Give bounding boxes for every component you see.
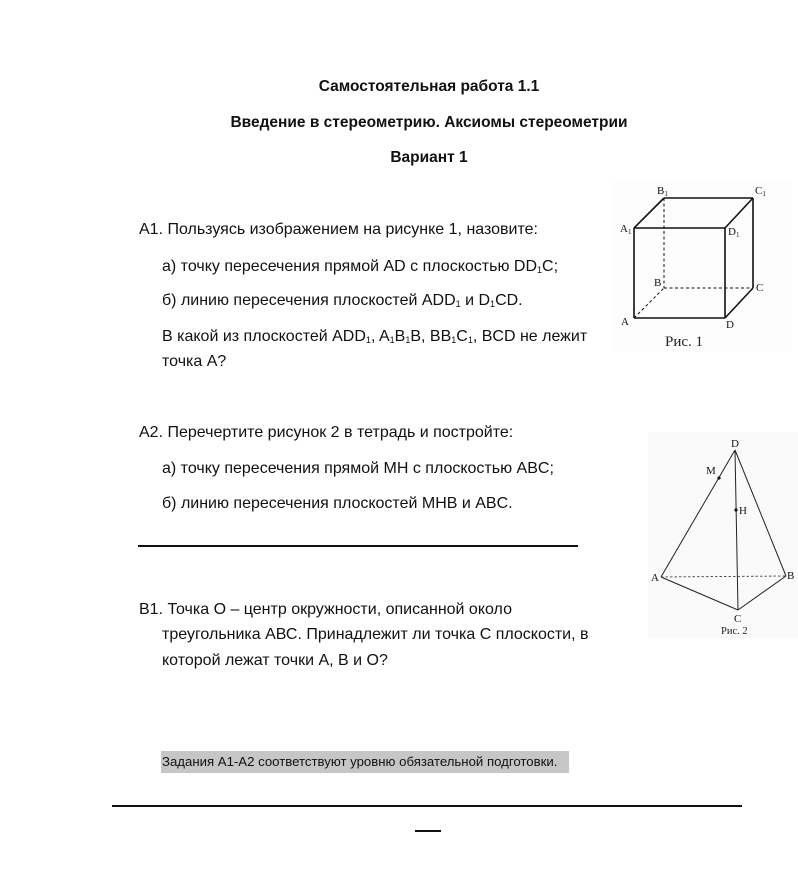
bottom-rule (112, 805, 742, 807)
pyramid-diagram (648, 432, 798, 638)
task-a2-part-a: а) точку пересечения прямой MH с плоскостью ABC; (162, 460, 554, 477)
task-b1-line2: треугольника АВС. Принадлежит ли точка С плоскости, в (162, 626, 589, 643)
highlighted-note: Задания А1-А2 соответствуют уровню обязательной подготовки. (161, 751, 569, 773)
label-C: C (756, 282, 764, 294)
task-a1-question: В какой из плоскостей $ADD_1$, $A_1B_1B$, $BB_1C_1$, BCD не лежит (162, 328, 588, 345)
bottom-short-rule (415, 830, 441, 832)
task-a1-part-a: а) точку пересечения прямой AD с плоскостью $DD_1C$; (162, 258, 559, 275)
label-M: M (706, 465, 716, 477)
page-title: Самостоятельная работа 1.1 (318, 78, 540, 95)
figure-2-caption: Рис. 2 (721, 626, 748, 637)
topic-subtitle: Введение в стереометрию. Аксиомы стереометрии (230, 114, 628, 131)
label-D: D (726, 319, 734, 331)
figure-2-pyramid (648, 432, 798, 638)
task-a1-intro: А1. Пользуясь изображением на рисунке 1, назовите: (139, 221, 538, 238)
label-B: B (654, 277, 662, 289)
figure-1-caption: Рис. 1 (665, 334, 704, 350)
cube-diagram (614, 180, 792, 352)
variant-label: Вариант 1 (390, 149, 468, 166)
label-D1: D1 (728, 226, 740, 239)
task-a2-part-b: б) линию пересечения плоскостей MHB и ABC. (162, 495, 513, 512)
point-H (734, 508, 737, 511)
figure-1-cube (614, 180, 792, 352)
label-B1: B1 (657, 185, 668, 198)
task-b1-line1: В1. Точка О – центр окружности, описанной около (139, 601, 512, 618)
label-B: B (787, 570, 795, 582)
label-A1: A1 (620, 223, 632, 236)
task-a2-intro: А2. Перечертите рисунок 2 в тетрадь и постройте: (139, 424, 514, 441)
label-C: C (734, 613, 742, 625)
label-H: H (739, 505, 747, 517)
point-M (717, 476, 720, 479)
task-a1-part-b: б) линию пересечения плоскостей $ADD_1$ и $D_1CD$. (162, 292, 523, 309)
label-A: A (651, 572, 659, 584)
task-b1-line3: которой лежат точки А, В и О? (162, 652, 388, 669)
separator-line (138, 545, 578, 547)
label-C1: C1 (755, 185, 766, 198)
label-A: A (621, 316, 629, 328)
task-a1-question-line2: точка А? (162, 353, 227, 370)
label-D: D (731, 438, 739, 450)
